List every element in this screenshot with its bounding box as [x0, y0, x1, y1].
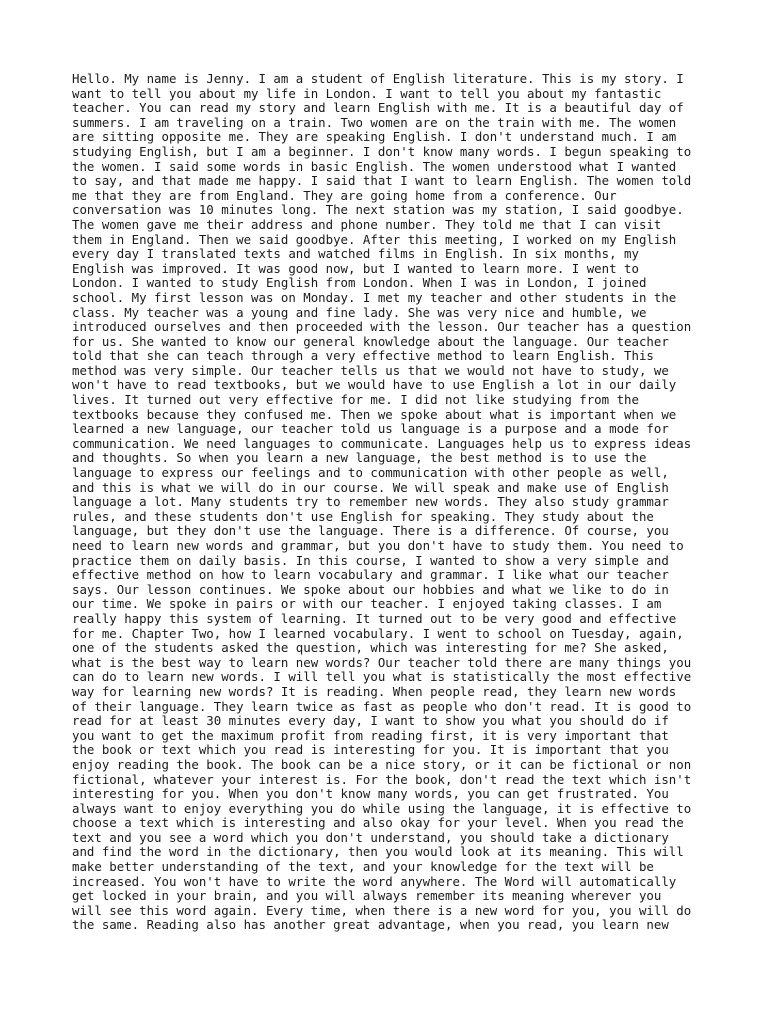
text-line: you want to get the maximum profit from reading first, it is very important that: [72, 727, 669, 743]
text-line: enjoy reading the book. The book can be a nice story, or it can be fictional or non: [72, 756, 692, 772]
text-line: will see this word again. Every time, when there is a new word for you, you will do: [72, 902, 692, 918]
text-line: teacher. You can read my story and learn English with me. It is a beautiful day of: [72, 100, 684, 116]
text-line: need to learn new words and grammar, but you don't have to study them. You need to: [72, 538, 684, 553]
text-line: class. My teacher was a young and fine lady. She was very nice and humble, we: [72, 304, 647, 320]
text-line: them in England. Then we said goodbye. After this meeting, I worked on my English: [72, 231, 677, 247]
text-line: rules, and these students don't use English for speaking. They study about the: [72, 508, 654, 524]
text-line: and thoughts. So when you learn a new language, the best method is to use the: [72, 450, 647, 466]
text-line: Hello. My name is Jenny. I am a student of English literature. This is my story. I: [72, 71, 684, 86]
text-line: are sitting opposite me. They are speaking English. I don't understand much. I am: [72, 129, 677, 145]
text-line: effective method on how to learn vocabulary and grammar. I like what our teacher: [72, 567, 669, 583]
text-line: the women. I said some words in basic English. The women understood what I wanted: [72, 158, 677, 174]
text-line: communication. We need languages to communicate. Languages help us to express ideas: [72, 435, 692, 451]
text-line: and find the word in the dictionary, then you would look at its meaning. This will: [72, 844, 684, 860]
text-line: the same. Reading also has another great advantage, when you read, you learn new: [72, 917, 669, 933]
text-line: can do to learn new words. I will tell you what is statistically the most effective: [72, 669, 692, 685]
text-line: for us. She wanted to know our general knowledge about the language. Our teacher: [72, 333, 669, 349]
text-line: interesting for you. When you don't know many words, you can get frustrated. You: [72, 786, 669, 802]
text-line: says. Our lesson continues. We spoke about our hobbies and what we like to do in: [72, 581, 669, 597]
text-line: London. I wanted to study English from London. When I was in London, I joined: [72, 275, 647, 291]
text-line: conversation was 10 minutes long. The next station was my station, I said goodbye.: [72, 202, 684, 218]
text-line: school. My first lesson was on Monday. I met my teacher and other students in the: [72, 289, 677, 305]
text-line: make better understanding of the text, and your knowledge for the text will be: [72, 859, 654, 875]
text-line: language a lot. Many students try to remember new words. They also study grammar: [72, 494, 669, 510]
text-line: introduced ourselves and then proceeded with the lesson. Our teacher has a question: [72, 319, 692, 335]
text-line: of their language. They learn twice as fast as people who don't read. It is good to: [72, 698, 692, 714]
text-line: to say, and that made me happy. I said that I want to learn English. The women told: [72, 173, 692, 189]
story-text: [72, 72, 712, 933]
text-line: language to express our feelings and to communication with other people as well,: [72, 465, 669, 481]
text-line: learned a new language, our teacher told us language is a purpose and a mode for: [72, 421, 669, 437]
text-line: choose a text which is interesting and also okay for your level. When you read the: [72, 815, 684, 831]
text-line: way for learning new words? It is reading. When people read, they learn new words: [72, 683, 677, 699]
text-line: textbooks because they confused me. Then we spoke about what is important when we: [72, 406, 677, 422]
text-line: our time. We spoke in pairs or with our teacher. I enjoyed taking classes. I am: [72, 596, 662, 612]
text-line: the book or text which you read is interesting for you. It is important that you: [72, 742, 669, 758]
text-line: get locked in your brain, and you will always remember its meaning wherever you: [72, 888, 662, 904]
text-line: always want to enjoy everything you do while using the language, it is effective to: [72, 800, 692, 816]
text-line: one of the students asked the question, which was interesting for me? She asked,: [72, 640, 669, 656]
text-line: and this is what we will do in our course. We will speak and make use of English: [72, 479, 669, 495]
text-line: lives. It turned out very effective for me. I did not like studying from the: [72, 392, 639, 408]
text-line: English was improved. It was good now, but I wanted to learn more. I went to: [72, 260, 639, 276]
text-line: won't have to read textbooks, but we would have to use English a lot in our daily: [72, 377, 677, 393]
text-line: summers. I am traveling on a train. Two women are on the train with me. The women: [72, 114, 677, 130]
text-line: what is the best way to learn new words? Our teacher told there are many things you: [72, 654, 692, 670]
text-line: every day I translated texts and watched films in English. In six months, my: [72, 246, 639, 262]
text-line: language, but they don't use the language. There is a difference. Of course, you: [72, 523, 669, 539]
text-line: fictional, whatever your interest is. For the book, don't read the text which isn't: [72, 771, 692, 787]
text-line: read for at least 30 minutes every day, I want to show you what you should do if: [72, 713, 669, 729]
text-line: told that she can teach through a very effective method to learn English. This: [72, 348, 654, 364]
text-line: The women gave me their address and phone number. They told me that I can visit: [72, 216, 662, 232]
text-line: text and you see a word which you don't understand, you should take a dictionary: [72, 829, 669, 845]
text-line: increased. You won't have to write the word anywhere. The Word will automatically: [72, 873, 677, 889]
text-line: me that they are from England. They are going home from a conference. Our: [72, 187, 617, 203]
text-line: studying English, but I am a beginner. I don't know many words. I begun speaking to: [72, 143, 692, 159]
text-line: method was very simple. Our teacher tells us that we would not have to study, we: [72, 362, 669, 378]
text-line: want to tell you about my life in London. I want to tell you about my fantastic: [72, 85, 662, 101]
text-line: practice them on daily basis. In this course, I wanted to show a very simple and: [72, 552, 669, 568]
text-line: for me. Chapter Two, how I learned vocabulary. I went to school on Tuesday, again,: [72, 625, 684, 641]
text-line: really happy this system of learning. It turned out to be very good and effective: [72, 610, 677, 626]
